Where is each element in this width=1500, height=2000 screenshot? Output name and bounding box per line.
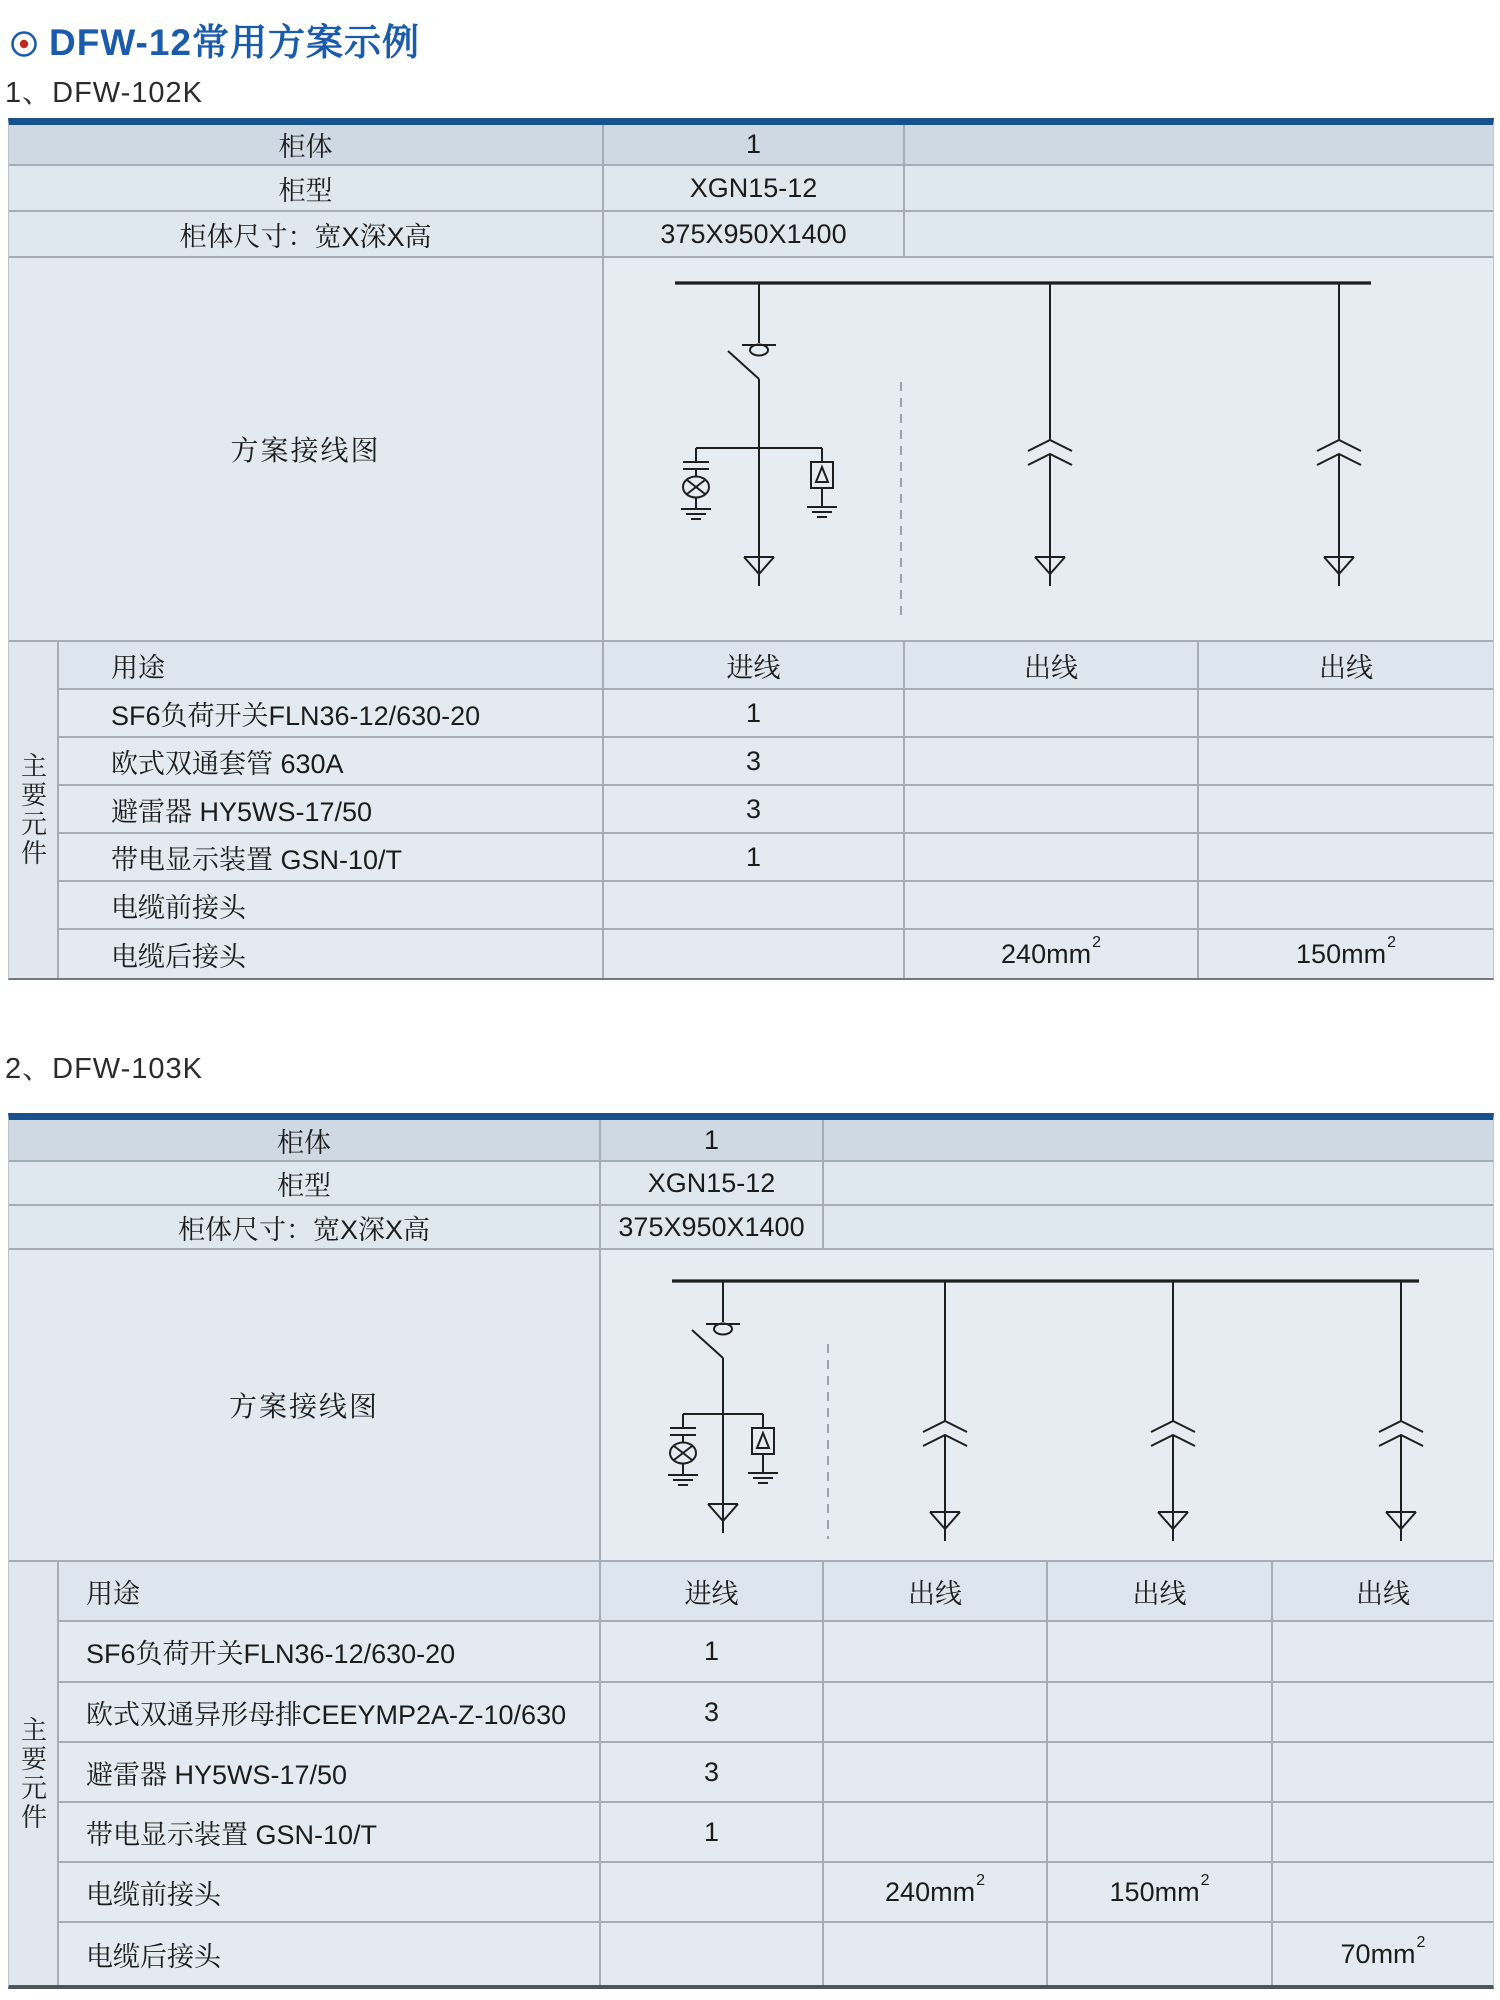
components-header-row: [59, 642, 1493, 690]
outgoing-feeder: [1028, 283, 1072, 586]
component-value-cell: [1199, 786, 1493, 832]
component-row: [59, 738, 1493, 786]
info-row: [9, 1120, 1493, 1162]
info-value-cell: 1: [601, 1120, 824, 1160]
info-value-cell: 375X950X1400: [601, 1206, 824, 1248]
scheme-section-label: 1、DFW-102K: [5, 77, 204, 109]
component-value-cell: 3: [601, 1683, 824, 1741]
scheme-table: [8, 1113, 1494, 1989]
components-rows: [59, 1562, 1493, 1985]
component-value-cell: [1048, 1743, 1273, 1801]
component-row: [59, 1863, 1493, 1923]
header-cell: 出线: [1048, 1562, 1273, 1620]
component-value-cell: [604, 882, 905, 928]
component-value-cell: [824, 1743, 1048, 1801]
scheme-section-label: 2、DFW-103K: [5, 1053, 204, 1085]
diagram-label-cell: 方案接线图: [9, 1250, 601, 1560]
info-empty-cell: [824, 1120, 1493, 1160]
header-cell: 出线: [824, 1562, 1048, 1620]
component-name-cell: 带电显示装置 GSN-10/T: [59, 834, 604, 880]
component-value-cell: 1: [604, 690, 905, 736]
info-label-cell: 柜体尺寸：宽X深X高: [9, 212, 604, 256]
component-value-cell: [1048, 1803, 1273, 1861]
component-value-cell: 150mm $^2$: [1296, 934, 1396, 969]
info-empty-cell: [905, 125, 1493, 164]
component-value-cell: [601, 1923, 824, 1985]
page-title-text: DFW-12常用方案示例: [49, 22, 420, 63]
diagram-cell: [604, 258, 1493, 640]
outgoing-feeder: [1379, 1281, 1423, 1541]
outgoing-feeder: [1151, 1281, 1195, 1541]
incoming-feeder: [668, 1281, 778, 1533]
diagram-row: [9, 258, 1493, 642]
component-value-cell: [1048, 1622, 1273, 1681]
component-row: [59, 1743, 1493, 1803]
component-value-cell: [1199, 834, 1493, 880]
components-section: [9, 1562, 1493, 1985]
component-value-cell: [905, 690, 1199, 736]
header-cell: 用途: [59, 642, 604, 688]
diagram-cell: [601, 1250, 1493, 1560]
component-value-cell: [824, 1923, 1048, 1985]
component-value-cell: [824, 1622, 1048, 1681]
cable-marker-icon: [1379, 1421, 1423, 1432]
component-value-cell: [1199, 690, 1493, 736]
component-name-cell: 带电显示装置 GSN-10/T: [59, 1803, 601, 1861]
info-label-cell: 柜体: [9, 125, 604, 164]
component-value-cell: [824, 1803, 1048, 1861]
component-value-cell: [1199, 882, 1493, 928]
diagram-row: [9, 1250, 1493, 1562]
header-cell: 出线: [1356, 1578, 1410, 1609]
scheme-diagram: [668, 1281, 1423, 1541]
wiring-diagram-svg: [602, 1250, 1492, 1560]
component-value-cell: [1273, 1683, 1493, 1741]
component-name-cell: 电缆后接头: [59, 1923, 601, 1985]
scheme-diagram: [675, 283, 1371, 617]
info-row: [9, 212, 1493, 258]
components-rows: [59, 642, 1493, 978]
component-value-cell: 240mm $^2$: [905, 930, 1199, 978]
wiring-diagram-svg: [605, 258, 1492, 640]
component-value-cell: [1199, 738, 1493, 784]
info-label-cell: 柜体尺寸：宽X深X高: [9, 1206, 601, 1248]
info-value-cell: 375X950X1400: [604, 212, 905, 256]
component-name-cell: SF6负荷开关FLN36-12/630-20: [59, 690, 604, 736]
side-rowspan-cell: [9, 1562, 59, 1985]
components-section: [9, 642, 1493, 978]
component-row: [59, 1803, 1493, 1863]
component-name-cell: SF6负荷开关FLN36-12/630-20: [59, 1622, 601, 1681]
cable-marker-icon: [1028, 440, 1072, 451]
component-value-cell: 3: [601, 1743, 824, 1801]
info-value-cell: 1: [604, 125, 905, 164]
info-label-cell: 柜型: [9, 1162, 601, 1204]
component-name-cell: 欧式双通套管 630A: [59, 738, 604, 784]
component-name-cell: 电缆前接头: [59, 1863, 601, 1921]
component-value-cell: [905, 882, 1199, 928]
outgoing-feeder: [1317, 283, 1361, 586]
component-row: [59, 1683, 1493, 1743]
component-row: [59, 882, 1493, 930]
cable-marker-icon: [1317, 440, 1361, 451]
header-cell: 进线: [601, 1562, 824, 1620]
page-title: [10, 12, 420, 66]
component-value-cell: 150mm $^2$: [1048, 1863, 1273, 1921]
component-value-cell: [1273, 1803, 1493, 1861]
info-row: [9, 1206, 1493, 1250]
component-value-cell: [604, 930, 905, 978]
component-value-cell: [601, 1863, 824, 1921]
component-value-cell: 1: [601, 1622, 824, 1681]
info-row: [9, 1162, 1493, 1206]
header-cell: 用途: [59, 1562, 601, 1620]
outgoing-feeder: [923, 1281, 967, 1541]
side-vertical-label: 主要元件: [17, 1715, 48, 1832]
bullet-circle-icon: [10, 25, 38, 53]
component-row: [59, 1622, 1493, 1683]
component-value-cell: [1273, 1743, 1493, 1801]
info-row: [9, 166, 1493, 212]
component-row: [59, 690, 1493, 738]
side-vertical-label: 主要元件: [17, 752, 48, 868]
component-value-cell: [1048, 1683, 1273, 1741]
info-label-cell: 柜体: [9, 1120, 601, 1160]
info-empty-cell: [824, 1206, 1493, 1248]
component-row: [59, 930, 1493, 978]
header-cell: 出线: [1319, 652, 1373, 683]
component-value-cell: 1: [601, 1803, 824, 1861]
component-value-cell: [1273, 1863, 1493, 1921]
info-empty-cell: [905, 166, 1493, 210]
component-name-cell: 电缆后接头: [59, 930, 604, 978]
scheme-table: [8, 118, 1494, 980]
components-header-row: [59, 1562, 1493, 1622]
cable-marker-icon: [1151, 1421, 1195, 1432]
component-value-cell: 70mm $^2$: [1340, 1934, 1426, 1969]
component-value-cell: [1048, 1923, 1273, 1985]
component-value-cell: [905, 738, 1199, 784]
incoming-feeder: [681, 283, 837, 586]
component-name-cell: 避雷器 HY5WS-17/50: [59, 786, 604, 832]
component-value-cell: 1: [604, 834, 905, 880]
component-value-cell: 3: [604, 738, 905, 784]
component-name-cell: 电缆前接头: [59, 882, 604, 928]
header-cell: 出线: [905, 642, 1199, 688]
component-row: [59, 786, 1493, 834]
info-label-cell: 柜型: [9, 166, 604, 210]
component-row: [59, 834, 1493, 882]
component-name-cell: 避雷器 HY5WS-17/50: [59, 1743, 601, 1801]
header-cell: 进线: [604, 642, 905, 688]
component-value-cell: [824, 1683, 1048, 1741]
component-value-cell: 240mm $^2$: [824, 1863, 1048, 1921]
component-value-cell: [905, 786, 1199, 832]
component-value-cell: [1273, 1622, 1493, 1681]
info-empty-cell: [905, 212, 1493, 256]
component-name-cell: 欧式双通异形母排CEEYMP2A-Z-10/630: [59, 1683, 601, 1741]
info-value-cell: XGN15-12: [601, 1162, 824, 1204]
info-empty-cell: [824, 1162, 1493, 1204]
component-row: [59, 1923, 1493, 1985]
info-row: [9, 125, 1493, 166]
diagram-label-cell: 方案接线图: [9, 258, 604, 640]
info-value-cell: XGN15-12: [604, 166, 905, 210]
cable-marker-icon: [923, 1421, 967, 1432]
side-rowspan-cell: [9, 642, 59, 978]
component-value-cell: 3: [604, 786, 905, 832]
component-value-cell: [905, 834, 1199, 880]
